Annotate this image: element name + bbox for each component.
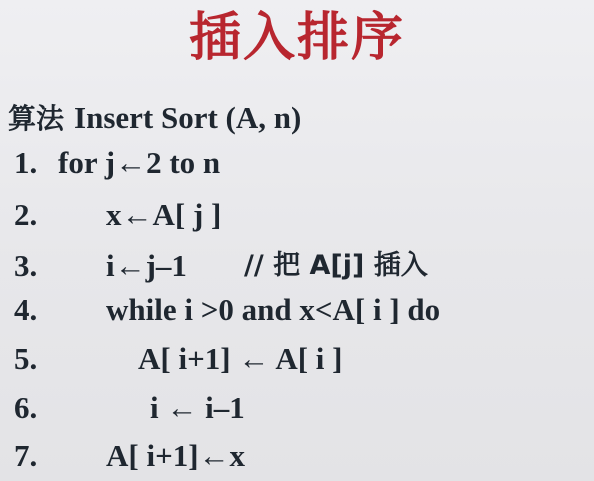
line-number: 2. xyxy=(14,197,38,232)
line-number: 1. xyxy=(14,145,38,180)
line-number: 6. xyxy=(14,390,38,425)
line-code: i ← i–1 xyxy=(150,390,245,425)
line-code: i←j–1 xyxy=(106,248,187,283)
line-code: A[ i+1] ← A[ i ] xyxy=(138,341,343,376)
line-code: for j←2 to n xyxy=(58,145,221,180)
line-code: x←A[ j ] xyxy=(106,197,222,232)
line-number: 3. xyxy=(14,248,38,283)
line-number: 4. xyxy=(14,292,38,327)
line-code: A[ i+1]←x xyxy=(106,438,246,473)
line-code: while i >0 and x<A[ i ] do xyxy=(106,292,441,327)
algorithm-header xyxy=(8,98,301,139)
line-number: 5. xyxy=(14,341,38,376)
line-comment: // 把 A[j] 插入 xyxy=(244,250,428,281)
slide-title: 插入排序 xyxy=(188,8,405,68)
line-number: 7. xyxy=(14,438,38,473)
algorithm-label: 算法 xyxy=(8,102,65,135)
algorithm-signature: Insert Sort (A, n) xyxy=(74,100,302,135)
